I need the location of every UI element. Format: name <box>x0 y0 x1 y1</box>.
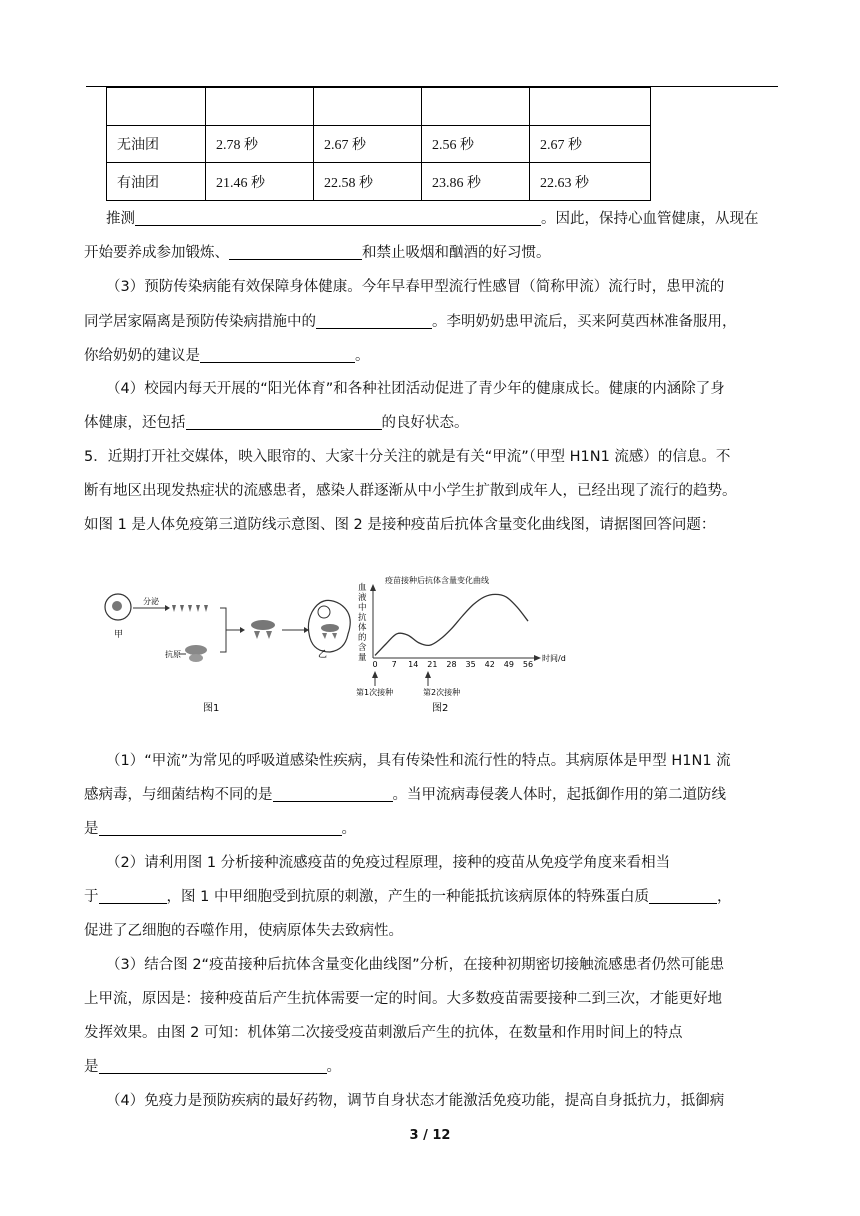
answer-blank[interactable] <box>229 244 362 260</box>
cell-a-icon <box>105 594 131 620</box>
chart-title: 疫苗接种后抗体含量变化曲线 <box>385 576 489 585</box>
table-cell: 有油团 <box>107 163 206 201</box>
text-fragment: 和禁止吸烟和酗酒的好习惯。 <box>362 245 551 261</box>
x-tick-label: 0 <box>372 660 378 669</box>
arrowhead-icon <box>372 671 378 678</box>
text-line <box>84 344 370 365</box>
bracket-line <box>220 608 240 652</box>
answer-blank[interactable] <box>99 888 167 904</box>
table-cell: 2.56 秒 <box>422 126 530 163</box>
antigen-icon <box>185 645 207 655</box>
table-cell: 2.67 秒 <box>314 126 422 163</box>
table-cell: 2.67 秒 <box>530 126 651 163</box>
y-label-char: 体 <box>358 623 367 633</box>
arrowhead-icon <box>370 584 376 591</box>
text-line: 如图 1 是人体免疫第三道防线示意图、图 2 是接种疫苗后抗体含量变化曲线图，请据图回答问题： <box>84 517 716 533</box>
table-cell <box>422 88 530 126</box>
second-dose-label: 第2次接种 <box>423 688 461 697</box>
y-label-char: 的 <box>358 633 367 643</box>
table-cell <box>107 88 206 126</box>
text-line <box>84 817 356 838</box>
x-tick-label: 14 <box>408 660 419 669</box>
text-line: 促进了乙细胞的吞噬作用，使病原体失去致病性。 <box>84 923 403 939</box>
reaction-time-table <box>106 87 651 201</box>
answer-blank[interactable] <box>649 888 717 904</box>
text-fragment: 。当甲流病毒侵袭人体时，起抵御作用的第二道防线 <box>392 787 726 803</box>
arrowhead-icon <box>425 671 431 678</box>
text-line <box>84 783 726 804</box>
text-fragment: ，图 1 中甲细胞受到抗原的刺激，产生的一种能抵抗该病原体的特殊蛋白质 <box>166 889 649 905</box>
page-number: 3 / 12 <box>409 1128 451 1143</box>
text-line <box>84 411 469 432</box>
text-fragment: 你给奶奶的建议是 <box>84 348 200 364</box>
antigen-label: 抗原 <box>165 650 181 659</box>
text-fragment: 推测 <box>106 211 135 227</box>
answer-blank[interactable] <box>200 347 355 363</box>
antibody-curve <box>375 594 528 655</box>
nucleus-icon <box>318 606 330 618</box>
x-tick-label: 56 <box>522 660 534 669</box>
table-cell: 无油团 <box>107 126 206 163</box>
engulfed-complex-icon <box>321 624 339 639</box>
answer-blank[interactable] <box>135 210 541 226</box>
text-fragment: 同学居家隔离是预防传染病措施中的 <box>84 314 316 330</box>
fig1-caption: 图1 <box>203 703 220 714</box>
table-cell <box>206 88 314 126</box>
answer-blank[interactable] <box>273 786 393 802</box>
text-line: （3）结合图 2“疫苗接种后抗体含量变化曲线图”分析，在接种初期密切接触流感患者仍然可能患 <box>106 957 725 973</box>
text-fragment: 。 <box>355 348 370 364</box>
text-line <box>84 241 551 262</box>
text-fragment: 的良好状态。 <box>381 415 469 431</box>
text-line: （4）校园内每天开展的“阳光体育”和各种社团活动促进了青少年的健康成长。健康的内涵除了身 <box>106 381 725 397</box>
text-line: （4）免疫力是预防疾病的最好药物，调节自身状态才能激活免疫功能，提高自身抵抗力，抵御病 <box>106 1093 725 1109</box>
answer-blank[interactable] <box>99 1058 327 1074</box>
nucleus-icon <box>112 601 122 611</box>
text-line: 5．近期打开社交媒体，映入眼帘的、大家十分关注的就是有关“甲流”（甲型 H1N1 流感）的信息。不 <box>84 449 731 465</box>
text-line: 发挥效果。由图 2 可知：机体第二次接受疫苗刺激后产生的抗体，在数量和作用时间上的特点 <box>84 1025 683 1041</box>
arrowhead-icon <box>165 605 170 611</box>
x-tick-label: 49 <box>503 660 514 669</box>
text-fragment: 。 <box>326 1059 341 1075</box>
y-label-char: 中 <box>358 603 367 613</box>
secrete-label: 分泌 <box>143 597 159 606</box>
x-tick-labels <box>372 660 533 669</box>
text-line: 断有地区出现发热症状的流感患者，感染人群逐渐从中小学生扩散到成年人，已经出现了流行的趋势。 <box>84 483 737 499</box>
table-row <box>107 163 651 201</box>
x-tick-label: 21 <box>427 660 438 669</box>
text-fragment: 体健康，还包括 <box>84 415 186 431</box>
text-fragment: 是 <box>84 1059 99 1075</box>
antigen-icon <box>189 654 203 662</box>
answer-blank[interactable] <box>186 414 382 430</box>
x-tick-label: 42 <box>484 660 495 669</box>
table-cell: 2.78 秒 <box>206 126 314 163</box>
arrowhead-icon <box>534 655 541 661</box>
text-fragment: 开始要养成参加锻炼、 <box>84 245 229 261</box>
answer-blank[interactable] <box>99 820 342 836</box>
text-fragment: ， <box>716 889 732 905</box>
cell-b-label: 乙 <box>318 650 328 660</box>
text-fragment: 。 <box>341 821 356 837</box>
first-dose-label: 第1次接种 <box>356 688 394 697</box>
text-line <box>106 207 759 228</box>
arrowhead-icon <box>304 627 309 633</box>
antibody-chart <box>356 575 566 714</box>
cell-a-label: 甲 <box>114 630 124 640</box>
immune-diagram <box>105 594 350 714</box>
table-cell <box>314 88 422 126</box>
text-fragment: 感病毒，与细菌结构不同的是 <box>84 787 273 803</box>
text-fragment: 于 <box>84 889 99 905</box>
table-cell: 22.63 秒 <box>530 163 651 201</box>
x-tick-label: 35 <box>465 660 476 669</box>
fig2-caption: 图2 <box>432 703 449 714</box>
table-cell: 23.86 秒 <box>422 163 530 201</box>
text-fragment: 是 <box>84 821 99 837</box>
y-label-char: 液 <box>358 593 367 603</box>
antibody-icons <box>172 605 208 612</box>
table-cell: 22.58 秒 <box>314 163 422 201</box>
x-axis-label: 时间/d <box>542 654 566 663</box>
table-row <box>107 126 651 163</box>
text-line: （2）请利用图 1 分析接种流感疫苗的免疫过程原理，接种的疫苗从免疫学角度来看相当 <box>106 855 671 871</box>
arrowhead-icon <box>240 627 245 633</box>
text-fragment: 。因此，保持心血管健康，从现在 <box>541 211 759 227</box>
x-tick-label: 28 <box>446 660 457 669</box>
table-cell <box>530 88 651 126</box>
text-line <box>84 310 737 331</box>
text-line <box>84 1055 341 1076</box>
y-label-char: 抗 <box>358 613 367 623</box>
text-fragment: 。李明奶奶患甲流后，买来阿莫西林准备服用， <box>432 314 737 330</box>
phagocyte-icon <box>308 600 350 652</box>
text-line: 上甲流，原因是：接种疫苗后产生抗体需要一定的时间。大多数疫苗需要接种二到三次，才能更好地 <box>84 991 722 1007</box>
y-label-char: 量 <box>358 653 367 663</box>
table-cell: 21.46 秒 <box>206 163 314 201</box>
y-axis-label <box>358 582 367 663</box>
text-line: （1）“甲流”为常见的呼吸道感染性疾病，具有传染性和流行性的特点。其病原体是甲型 H1N1 流 <box>106 753 731 769</box>
table-row <box>107 88 651 126</box>
complex-icon <box>251 620 275 639</box>
y-label-char: 血 <box>358 583 367 593</box>
y-label-char: 含 <box>358 643 367 653</box>
answer-blank[interactable] <box>316 313 432 329</box>
text-line <box>84 885 731 906</box>
x-tick-label: 7 <box>391 660 397 669</box>
text-line: （3）预防传染病能有效保障身体健康。今年早春甲型流行性感冒（简称甲流）流行时，患甲流的 <box>106 279 725 295</box>
